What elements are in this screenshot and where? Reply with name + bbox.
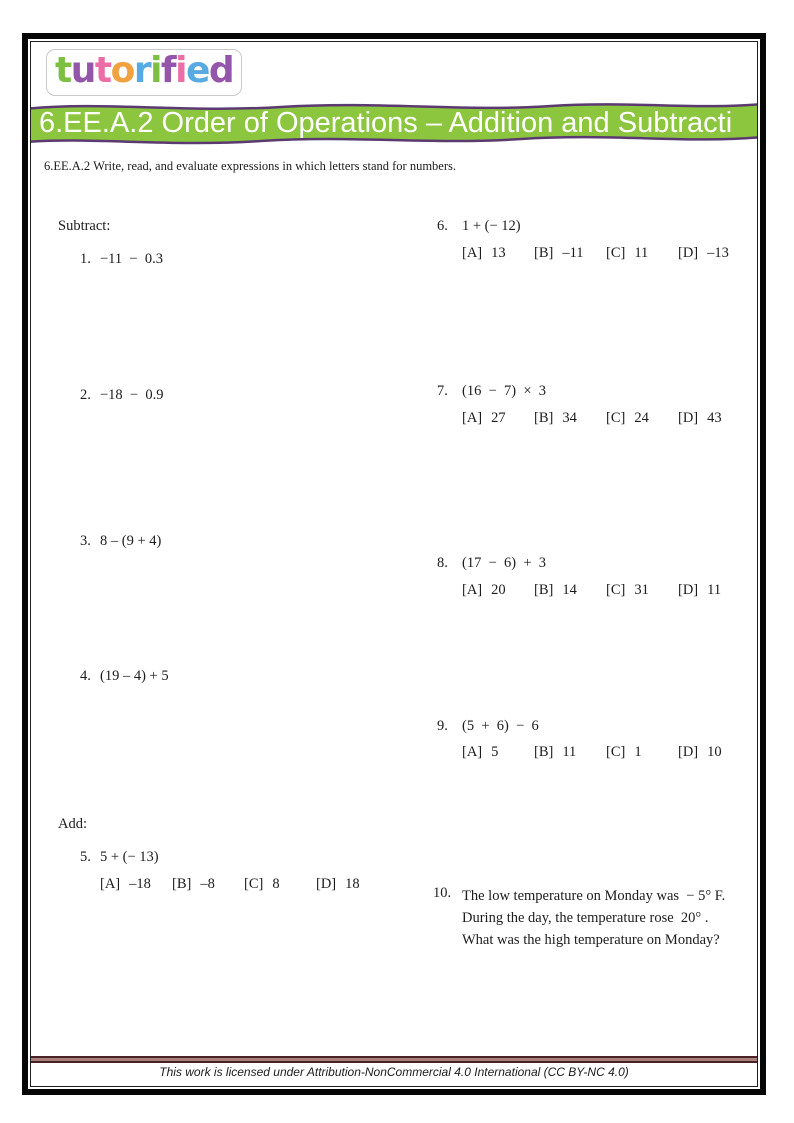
question-2 [80, 387, 163, 404]
choice-c [606, 410, 678, 427]
choice-label: [C] [606, 245, 626, 261]
choice-value: –11 [562, 245, 584, 261]
question-number: 6. [437, 218, 448, 234]
choice-value: 13 [491, 245, 506, 261]
choice-label: [D] [316, 876, 337, 892]
question-expression: (5 + 6) − 6 [462, 718, 539, 734]
question-expression: −18 − 0.9 [100, 387, 164, 403]
choice-a [100, 876, 172, 893]
logo-letter: o [110, 50, 134, 91]
choice-c [244, 876, 316, 893]
question-number: 10. [433, 885, 452, 901]
choice-value: 27 [491, 410, 506, 426]
question-6-choices [462, 245, 729, 262]
question-9-choices [462, 744, 722, 761]
choice-value: 11 [562, 744, 577, 760]
choice-label: [C] [606, 410, 626, 426]
section-label-subtract: Subtract: [58, 218, 111, 234]
question-expression: −11 − 0.3 [100, 251, 163, 267]
question-expression: 5 + (− 13) [100, 849, 159, 865]
section-label-add: Add: [58, 816, 87, 832]
choice-label: [B] [172, 876, 192, 892]
question-5-choices [100, 876, 360, 893]
choice-value: 34 [562, 410, 577, 426]
choice-label: [D] [678, 245, 699, 261]
logo-letter: r [133, 50, 151, 91]
choice-d [678, 744, 722, 761]
choice-label: [B] [534, 744, 554, 760]
title-banner [31, 97, 757, 149]
logo-letter: t [55, 50, 71, 91]
choice-label: [A] [462, 245, 483, 261]
footer-divider-bar [31, 1056, 757, 1063]
choice-value: –13 [707, 245, 729, 261]
choice-value: 20 [491, 582, 506, 598]
question-expression: (16 − 7) × 3 [462, 383, 547, 399]
choice-label: [A] [462, 410, 483, 426]
choice-b [534, 744, 606, 761]
choice-d [678, 245, 729, 262]
logo-letter: f [160, 50, 176, 91]
question-expression: (17 − 6) + 3 [462, 555, 547, 571]
choice-b [534, 410, 606, 427]
choice-a [462, 410, 534, 427]
question-5 [80, 849, 159, 866]
logo-letter: i [175, 50, 186, 91]
choice-value: 5 [491, 744, 499, 760]
choice-b [172, 876, 244, 893]
license-text: This work is licensed under Attribution-NonCommercial 4.0 International (CC BY-NC 4.0) [159, 1065, 629, 1079]
choice-label: [B] [534, 410, 554, 426]
choice-label: [B] [534, 245, 554, 261]
logo-letter: t [94, 50, 111, 91]
choice-label: [C] [606, 582, 626, 598]
question-8 [437, 555, 546, 572]
choice-label: [C] [244, 876, 264, 892]
choice-value: 14 [562, 582, 577, 598]
choice-label: [A] [462, 582, 483, 598]
choice-value: 10 [707, 744, 722, 760]
question-10-line-2: During the day, the temperature rose 20° . [462, 910, 709, 926]
question-number: 1. [80, 251, 91, 267]
choice-c [606, 744, 678, 761]
choice-label: [D] [678, 744, 699, 760]
question-expression: (19 – 4) + 5 [100, 668, 169, 684]
question-1 [80, 251, 163, 268]
choice-value: 18 [345, 876, 360, 892]
choice-value: 31 [634, 582, 649, 598]
question-3 [80, 533, 161, 550]
question-expression: 1 + (− 12) [462, 218, 521, 234]
choice-c [606, 582, 678, 599]
question-10-line-1: The low temperature on Monday was − 5° F. [462, 888, 726, 904]
question-6 [437, 218, 521, 235]
choice-value: 1 [634, 744, 642, 760]
question-9 [437, 718, 539, 735]
logo-letter: i [150, 50, 161, 91]
choice-label: [A] [100, 876, 121, 892]
choice-c [606, 245, 678, 262]
page-title: 6.EE.A.2 Order of Operations – Addition and Subtracti [39, 106, 733, 139]
choice-a [462, 582, 534, 599]
choice-value: 11 [634, 245, 649, 261]
choice-value: –8 [200, 876, 215, 892]
choice-label: [D] [678, 582, 699, 598]
question-10 [433, 885, 462, 902]
question-number: 5. [80, 849, 91, 865]
choice-label: [A] [462, 744, 483, 760]
question-10-line-3: What was the high temperature on Monday? [462, 932, 720, 948]
question-10-text [462, 885, 764, 951]
logo-letter: e [185, 50, 209, 91]
choice-b [534, 245, 606, 262]
choice-d [316, 876, 360, 893]
question-number: 3. [80, 533, 91, 549]
choice-value: 24 [634, 410, 649, 426]
question-number: 2. [80, 387, 91, 403]
logo-letter: u [70, 50, 95, 91]
choice-d [678, 410, 722, 427]
question-number: 8. [437, 555, 448, 571]
question-4 [80, 668, 169, 685]
logo-letter: d [208, 50, 234, 91]
choice-value: 43 [707, 410, 722, 426]
question-7-choices [462, 410, 722, 427]
question-8-choices [462, 582, 721, 599]
choice-value: 11 [707, 582, 722, 598]
question-expression: 8 – (9 + 4) [100, 533, 162, 549]
choice-b [534, 582, 606, 599]
choice-value: –18 [129, 876, 151, 892]
question-number: 9. [437, 718, 448, 734]
choice-label: [C] [606, 744, 626, 760]
question-number: 4. [80, 668, 91, 684]
question-7 [437, 383, 546, 400]
tutorified-logo [46, 49, 242, 96]
choice-a [462, 744, 534, 761]
standard-description: 6.EE.A.2 Write, read, and evaluate expressions in which letters stand for numbers. [44, 159, 456, 173]
choice-label: [D] [678, 410, 699, 426]
choice-value: 8 [272, 876, 280, 892]
choice-a [462, 245, 534, 262]
choice-d [678, 582, 721, 599]
question-number: 7. [437, 383, 448, 399]
choice-label: [B] [534, 582, 554, 598]
